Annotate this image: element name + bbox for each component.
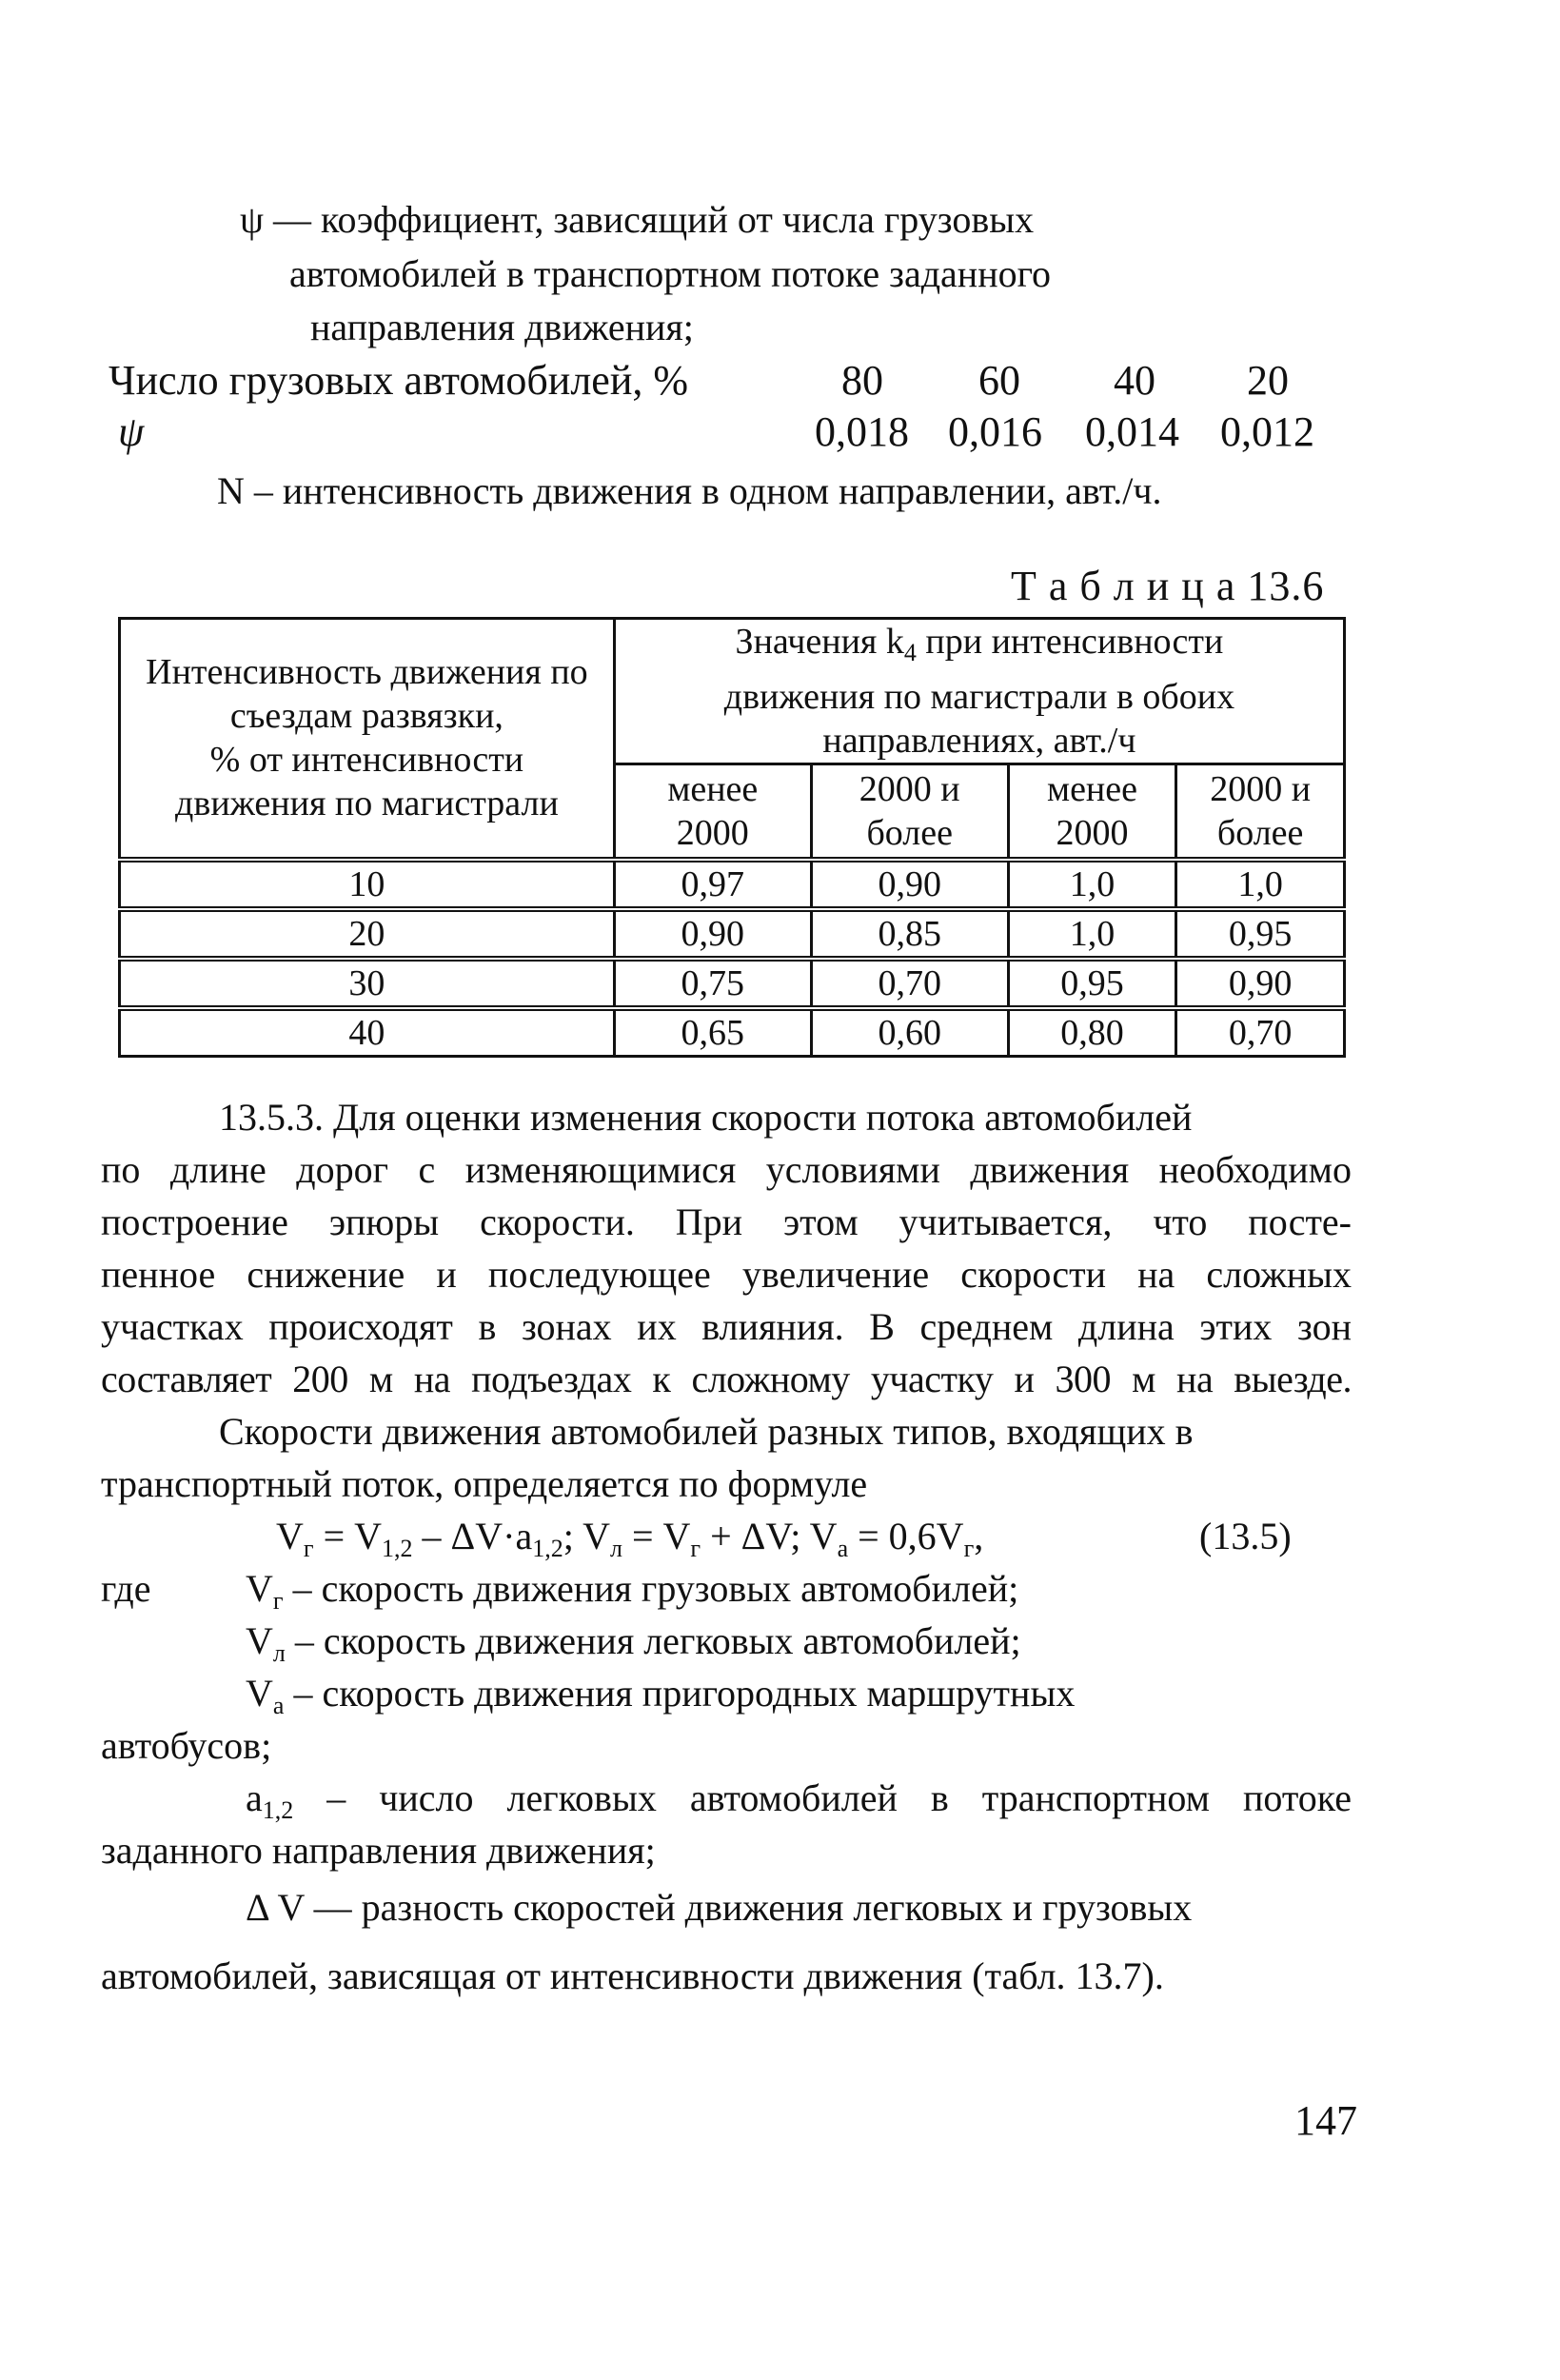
para2-line: Скорости движения автомобилей разных типов, входящих в [219, 1410, 1194, 1453]
psi-definition-line1: ψ — коэффициент, зависящий от числа грузовых [240, 198, 1035, 241]
header-intensity-ramps [120, 619, 615, 860]
header-right-line: направлениях, авт./ч [822, 721, 1136, 761]
psi-symbol: ψ [118, 408, 145, 455]
para1-line: 13.5.3. Для оценки изменения скорости потока автомобилей [219, 1096, 1193, 1139]
formula-part: ; V [563, 1515, 610, 1557]
para1-line: по длине дорог с изменяющимися условиями движения необходимо [101, 1148, 1352, 1191]
formula-sub: 1,2 [532, 1535, 563, 1562]
table-cell: 0,95 [1176, 909, 1345, 959]
def-text: – скорость движения легковых автомобилей; [285, 1619, 1021, 1662]
def-text: – скорость движения грузовых автомобилей; [283, 1567, 1019, 1610]
def-symbol: V [246, 1567, 273, 1610]
formula-part: = 0,6V [848, 1515, 964, 1557]
para1-line: построение эпюры скорости. При этом учитывается, что посте- [101, 1200, 1352, 1243]
def-dv: Δ V — разность скоростей движения легковых и грузовых [246, 1886, 1193, 1929]
def-va-cont: автобусов; [101, 1724, 272, 1767]
table-cell: 0,90 [614, 909, 811, 959]
subheader-cell [1008, 764, 1176, 860]
subheader-line: 2000 [676, 812, 749, 853]
para2-line: транспортный поток, определяется по формуле [101, 1462, 868, 1505]
page-number: 147 [1294, 2097, 1357, 2144]
header-left-line: движения по магистрали [175, 783, 559, 824]
subheader-cell [1176, 764, 1345, 860]
table-row [120, 860, 1345, 909]
psi-value: 0,014 [1085, 408, 1179, 455]
trucks-percent-value: 60 [978, 357, 1020, 404]
header-left-line: % от интенсивности [209, 740, 524, 781]
def-subscript: г [272, 1587, 284, 1615]
formula-sub: л [609, 1535, 622, 1562]
header-k-text: Значения k [735, 622, 904, 662]
psi-definition-line2: автомобилей в транспортном потоке заданного [289, 252, 1052, 295]
subheader-cell [811, 764, 1008, 860]
def-dv-cont: автомобилей, зависящая от интенсивности движения (табл. 13.7). [101, 1954, 1164, 1997]
table-13-6 [118, 617, 1346, 1058]
para1-line: участках происходят в зонах их влияния. В среднем длина этих зон [101, 1305, 1352, 1348]
table-row [120, 1008, 1345, 1057]
n-definition: N – интенсивность движения в одном направлении, авт./ч. [217, 469, 1162, 512]
formula-sub: г [963, 1535, 975, 1562]
table-cell: 0,70 [1176, 1008, 1345, 1057]
subheader-line: 2000 [1056, 812, 1129, 853]
table-cell: 0,60 [811, 1008, 1008, 1057]
table-header-row [120, 619, 1345, 764]
formula-part: V [276, 1515, 304, 1557]
table-cell: 0,75 [614, 959, 811, 1008]
def-symbol: a [246, 1776, 263, 1819]
table-cell: 10 [120, 860, 615, 909]
formula-sub: г [303, 1535, 314, 1562]
table-cell: 0,95 [1008, 959, 1176, 1008]
table-cell: 1,0 [1176, 860, 1345, 909]
def-va [246, 1669, 1075, 1731]
table-caption: Т а б л и ц а 13.6 [1011, 563, 1325, 609]
trucks-percent-value: 40 [1114, 357, 1155, 404]
subheader-line: более [1216, 812, 1304, 853]
header-left-line: съездам развязки, [229, 696, 504, 737]
formula-sub: 1,2 [382, 1535, 413, 1562]
header-right-line: движения по магистрали в обоих [723, 677, 1235, 717]
def-subscript: 1,2 [262, 1796, 294, 1824]
table-cell: 20 [120, 909, 615, 959]
formula-sub: а [837, 1535, 849, 1562]
para1-line: составляет 200 м на подъездах к сложному участку и 300 м на выезде. [101, 1358, 1352, 1400]
psi-value: 0,012 [1220, 408, 1314, 455]
table-cell: 0,97 [614, 860, 811, 909]
header-right-line [622, 620, 1337, 675]
table-cell: 0,90 [1176, 959, 1345, 1008]
trucks-percent-label: Число грузовых автомобилей, % [109, 357, 689, 404]
table-cell: 0,70 [811, 959, 1008, 1008]
subheader-line: более [866, 812, 953, 853]
formula-part: – ΔV·a [412, 1515, 533, 1557]
subheader-line: 2000 и [1210, 768, 1312, 809]
subheader-line: 2000 и [859, 768, 960, 809]
def-symbol: V [246, 1619, 273, 1662]
table-cell: 1,0 [1008, 860, 1176, 909]
formula-part: = V [313, 1515, 383, 1557]
trucks-percent-value: 80 [841, 357, 883, 404]
table-cell: 1,0 [1008, 909, 1176, 959]
table-cell: 0,65 [614, 1008, 811, 1057]
formula-sub: г [690, 1535, 701, 1562]
trucks-percent-value: 20 [1247, 357, 1289, 404]
header-k4-values [614, 619, 1344, 764]
formula-number: (13.5) [1199, 1515, 1292, 1557]
subheader-cell [614, 764, 811, 860]
psi-value: 0,018 [815, 408, 909, 455]
header-k-rest: при интенсивности [916, 622, 1224, 662]
table-cell: 40 [120, 1008, 615, 1057]
header-k-subscript: 4 [903, 639, 917, 666]
formula-part: + ΔV; V [701, 1515, 838, 1557]
def-subscript: а [272, 1692, 285, 1719]
table-row [120, 959, 1345, 1008]
psi-definition-line3: направления движения; [310, 306, 694, 348]
table-cell: 30 [120, 959, 615, 1008]
header-left-line: Интенсивность движения по [146, 652, 588, 693]
def-symbol: V [246, 1672, 273, 1715]
subheader-line: менее [667, 768, 759, 809]
psi-value: 0,016 [948, 408, 1042, 455]
para1-line: пенное снижение и последующее увеличение скорости на сложных [101, 1253, 1352, 1296]
table-cell: 0,80 [1008, 1008, 1176, 1057]
where-label: где [101, 1567, 151, 1610]
formula-part: , [974, 1515, 984, 1557]
table-cell: 0,85 [811, 909, 1008, 959]
formula-part: = V [622, 1515, 691, 1557]
def-subscript: л [272, 1639, 286, 1667]
def-text: – число легковых автомобилей в транспортном потоке [293, 1776, 1352, 1819]
def-a12-cont: заданного направления движения; [101, 1829, 656, 1872]
table-row [120, 909, 1345, 959]
def-text: – скорость движения пригородных маршрутных [284, 1672, 1076, 1715]
table-cell: 0,90 [811, 860, 1008, 909]
subheader-line: менее [1047, 768, 1137, 809]
